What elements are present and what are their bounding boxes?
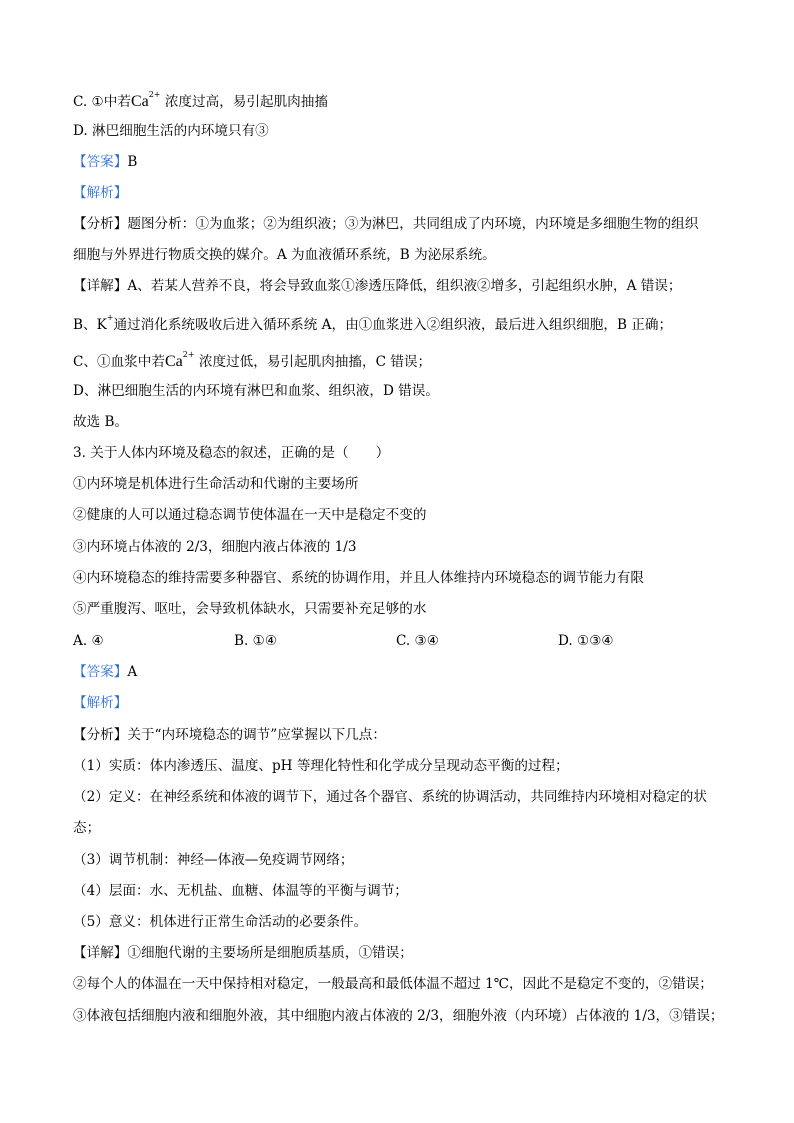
answer-line	[73, 152, 137, 172]
question-stem: 3. 关于人体内环境及稳态的叙述，正确的是（ ）	[73, 445, 390, 461]
detail-line	[73, 345, 431, 372]
analysis-point-4: （4）层面：水、无机盐、血糖、体温等的平衡与调节；	[73, 883, 408, 899]
answer-value: A	[127, 664, 138, 680]
analysis-point-5: （5）意义：机体进行正常生命活动的必要条件。	[73, 914, 368, 930]
text: B、K	[73, 317, 107, 333]
statement-4: ④内环境稳态的维持需要多种器官、系统的协调作用，并且人体维持内环境稳态的调节能力有限	[73, 570, 644, 586]
choice-c[interactable]: C. ③④	[396, 633, 439, 649]
analysis-point-2-cont: 态；	[73, 820, 101, 836]
text: C. ①中若	[73, 94, 131, 110]
analysis-point-1: （1）实质：体内渗透压、温度、pH 等理化特性和化学成分呈现动态平衡的过程；	[73, 758, 569, 774]
answer-line	[73, 662, 137, 682]
analysis-line: 细胞与外界进行物质交换的媒介。A 为血液循环系统，B 为泌尿系统。	[73, 247, 496, 263]
analysis-tag: 【解析】	[73, 695, 128, 711]
text: C、①血浆中若	[73, 354, 165, 370]
answer-tag: 【答案】	[73, 664, 128, 680]
detail-line	[73, 308, 672, 335]
statement-1: ①内环境是机体进行生命活动和代谢的主要场所	[73, 476, 359, 492]
analysis-point-2: （2）定义：在神经系统和体液的调节下，通过各个器官、系统的协调活动，共同维持内环境相对稳定的状	[73, 789, 707, 805]
analysis-line: 【分析】关于“内环境稳态的调节”应掌握以下几点：	[73, 727, 386, 743]
conclusion-line: 故选 B。	[73, 414, 129, 430]
answer-value: B	[127, 154, 138, 170]
detail-line: 【详解】①细胞代谢的主要场所是细胞质基质，①错误；	[73, 945, 413, 961]
statement-5: ⑤严重腹泻、呕吐，会导致机体缺水，只需要补充足够的水	[73, 601, 427, 617]
ca-symbol: Ca	[164, 353, 183, 370]
text: 浓度过高，易引起肌肉抽搐	[164, 94, 328, 110]
option-c-line	[73, 85, 328, 112]
detail-line: ②每个人的体温在一天中保持相对稳定，一般最高和最低体温不超过 1℃，因此不是稳定不变的，②错误；	[73, 976, 713, 992]
statement-3: ③内环境占体液的 2/3，细胞内液占体液的 1/3	[73, 539, 357, 555]
analysis-line: 【分析】题图分析：①为血浆；②为组织液；③为淋巴，共同组成了内环境，内环境是多细胞生物的组织	[73, 216, 699, 232]
ca-symbol: Ca	[130, 93, 149, 110]
choice-a[interactable]: A. ④	[73, 633, 104, 649]
text: 通过消化系统吸收后进入循环系统 A，由①血浆进入②组织液，最后进入组织细胞，B 正确；	[113, 317, 673, 333]
answer-tag: 【答案】	[73, 154, 128, 170]
detail-line: D、淋巴细胞生活的内环境有淋巴和血浆、组织液，D 错误。	[73, 383, 439, 399]
superscript: 2+	[148, 90, 161, 99]
analysis-tag: 【解析】	[73, 185, 128, 201]
analysis-point-3: （3）调节机制：神经—体液—免疫调节网络；	[73, 852, 354, 868]
statement-2: ②健康的人可以通过稳态调节使体温在一天中是稳定不变的	[73, 507, 427, 523]
detail-line: 【详解】A、若某人营养不良，将会导致血浆①渗透压降低，组织液②增多，引起组织水肿，A 错误；	[73, 278, 682, 294]
option-d-line: D. 淋巴细胞生活的内环境只有③	[73, 123, 269, 139]
detail-line: ③体液包括细胞内液和细胞外液，其中细胞内液占体液的 2/3，细胞外液（内环境）占体液的 1/3，③错误；	[73, 1008, 724, 1024]
text: 浓度过低，易引起肌肉抽搐，C 错误；	[198, 354, 432, 370]
superscript: +	[106, 313, 114, 322]
choice-b[interactable]: B. ①④	[234, 633, 278, 649]
choice-d[interactable]: D. ①③④	[558, 633, 614, 649]
superscript: 2+	[182, 350, 195, 359]
